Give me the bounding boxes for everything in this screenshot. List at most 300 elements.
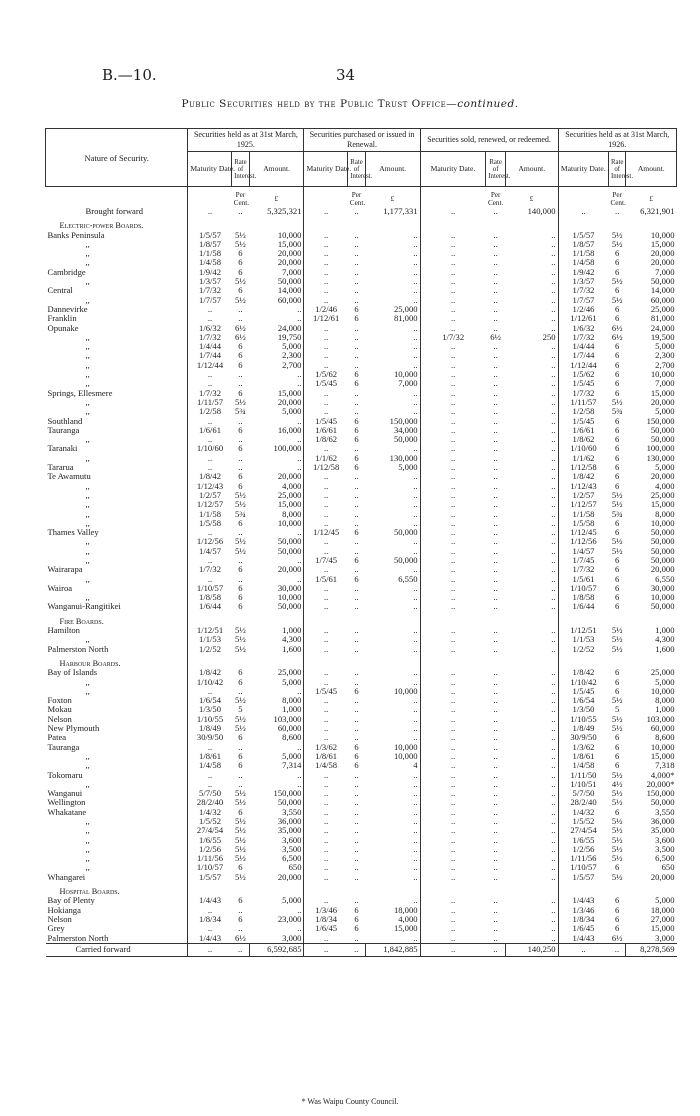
interest-rate: ..	[354, 853, 359, 864]
interest-rate: ..	[354, 843, 359, 854]
interest-rate: 5½	[611, 695, 623, 706]
security-name: Thames Valley	[47, 527, 99, 538]
interest-rate: ..	[493, 582, 498, 593]
interest-rate: ..	[493, 471, 498, 482]
amount: ..	[551, 359, 556, 370]
maturity-date: ..	[188, 454, 232, 463]
interest-rate: ..	[493, 704, 498, 715]
amount: ..	[551, 834, 556, 845]
interest-rate: 6	[238, 387, 243, 398]
interest-rate: ..	[493, 723, 498, 734]
amount: 1,000	[282, 625, 302, 636]
interest-rate: ..	[354, 778, 359, 789]
maturity-date: ..	[420, 924, 486, 933]
amount: 6,500	[282, 853, 302, 864]
interest-rate: 6	[615, 424, 620, 435]
amount: 3,000	[282, 932, 302, 943]
maturity-date: 1/5/45	[304, 687, 348, 696]
interest-rate: ..	[354, 517, 359, 528]
amount: ..	[413, 443, 418, 454]
maturity-date: 1/4/32	[188, 808, 232, 817]
interest-rate: ..	[493, 462, 498, 473]
amount: ..	[551, 904, 556, 915]
maturity-date: 1/10/57	[188, 863, 232, 872]
amount: 4,000	[655, 480, 675, 491]
maturity-date: 1/8/61	[558, 752, 608, 761]
interest-rate: ..	[493, 676, 498, 687]
amount: ..	[413, 359, 418, 370]
amount: 20,000	[650, 257, 675, 268]
maturity-date: ..	[304, 361, 348, 370]
maturity-date: 1/4/58	[558, 258, 608, 267]
amount: ..	[413, 592, 418, 603]
amount: 100,000	[646, 443, 675, 454]
maturity-date: 1/12/61	[304, 314, 348, 323]
interest-rate: 6	[615, 601, 620, 612]
interest-rate: 6	[238, 732, 243, 743]
maturity-date: ..	[420, 268, 486, 277]
amount: ..	[413, 643, 418, 654]
security-name: ,,	[85, 341, 90, 352]
maturity-date: ..	[420, 845, 486, 854]
amount: 15,000	[650, 923, 675, 934]
amount: ..	[551, 545, 556, 556]
maturity-date: ..	[304, 635, 348, 644]
amount: 24,000	[650, 322, 675, 333]
amount: 130,000	[389, 452, 418, 463]
maturity-date: ..	[420, 575, 486, 584]
maturity-date: ..	[304, 584, 348, 593]
interest-rate: ..	[354, 322, 359, 333]
interest-rate: 6	[354, 923, 359, 934]
amount: 4,300	[655, 634, 675, 645]
interest-rate: ..	[493, 545, 498, 556]
amount: ..	[413, 816, 418, 826]
interest-rate: 6	[238, 676, 243, 687]
interest-rate: 5½	[611, 797, 623, 808]
maturity-date: 1/12/58	[558, 463, 608, 472]
maturity-date: ..	[304, 593, 348, 602]
amount: 250	[542, 331, 556, 342]
interest-rate: 6	[238, 592, 243, 603]
maturity-date: 1/6/45	[558, 924, 608, 933]
amount: ..	[413, 862, 418, 873]
interest-rate: ..	[493, 643, 498, 654]
interest-rate: 6	[615, 415, 620, 426]
maturity-date: 1/7/32	[420, 333, 486, 342]
interest-rate: 5½	[611, 499, 623, 510]
interest-rate: 6	[615, 685, 620, 696]
interest-rate: ..	[493, 266, 498, 277]
interest-rate: ..	[493, 843, 498, 854]
amount: ..	[551, 406, 556, 417]
maturity-date: 1/8/61	[188, 752, 232, 761]
security-name: ,,	[85, 452, 90, 463]
maturity-date: ..	[420, 463, 486, 472]
table-row	[46, 934, 677, 944]
amount: ..	[551, 285, 556, 296]
amount: ..	[551, 462, 556, 473]
amount: ..	[551, 452, 556, 463]
interest-rate: 5½	[235, 695, 246, 706]
maturity-date: ..	[420, 491, 486, 500]
amount: 14,000	[277, 285, 302, 296]
maturity-date: ..	[420, 896, 486, 905]
maturity-date: ..	[304, 854, 348, 863]
interest-rate: 6	[615, 369, 620, 380]
amount: 7,000	[655, 266, 675, 277]
interest-rate: 6	[354, 760, 359, 771]
amount: ..	[551, 932, 556, 943]
maturity-date: 1/10/55	[188, 715, 232, 724]
interest-rate: 5½	[235, 643, 246, 654]
amount: ..	[551, 508, 556, 519]
security-name: Nelson	[47, 913, 72, 924]
interest-rate: 6	[615, 313, 620, 324]
security-name: ,,	[85, 508, 90, 519]
rate-header: Rate of Interest.	[348, 152, 366, 187]
amount: ..	[551, 341, 556, 352]
amount: ..	[551, 713, 556, 724]
maturity-date: ..	[304, 547, 348, 556]
amount: 14,000	[650, 285, 675, 296]
maturity-date: ..	[304, 444, 348, 453]
amount: 5,000	[398, 462, 418, 473]
interest-rate: ..	[493, 517, 498, 528]
interest-rate: ..	[493, 625, 498, 636]
security-name: ,,	[85, 554, 90, 565]
security-name: ,,	[85, 378, 90, 389]
security-name: Tauranga	[47, 424, 80, 435]
interest-rate: 6	[615, 923, 620, 934]
amount: ..	[297, 904, 302, 915]
interest-rate: 6	[354, 415, 359, 426]
maturity-date: ..	[304, 389, 348, 398]
interest-rate: 5½	[611, 853, 623, 864]
security-name: ,,	[85, 634, 90, 645]
amount: 10,000	[650, 369, 675, 380]
maturity-date: 1/8/57	[188, 240, 232, 249]
table-row	[46, 873, 677, 882]
interest-rate: ..	[354, 238, 359, 249]
security-name: ,,	[85, 248, 90, 259]
maturity-date: ..	[420, 500, 486, 509]
maturity-date: ..	[420, 258, 486, 267]
amount: 2,300	[282, 350, 302, 361]
maturity-date: ..	[420, 528, 486, 537]
maturity-date: 1/1/62	[304, 454, 348, 463]
interest-rate: ..	[493, 387, 498, 398]
maturity-date: ..	[420, 771, 486, 780]
maturity-date: 1/11/56	[188, 854, 232, 863]
interest-rate: ..	[354, 732, 359, 743]
interest-rate: 6	[238, 750, 243, 761]
interest-rate: 6	[354, 303, 359, 314]
amount: 150,000	[646, 788, 675, 799]
interest-rate: ..	[354, 489, 359, 500]
maturity-date: 1/5/45	[558, 379, 608, 388]
amount: 5,000	[282, 406, 302, 417]
maturity-date: 1/6/44	[558, 602, 608, 611]
interest-rate: ..	[493, 871, 498, 882]
maturity-date: ..	[420, 906, 486, 915]
amount: ..	[297, 369, 302, 380]
interest-rate: ..	[493, 489, 498, 500]
amount: ..	[413, 294, 418, 305]
security-name: ,,	[85, 778, 90, 789]
maturity-date: ..	[304, 780, 348, 789]
maturity-date: ..	[420, 817, 486, 826]
interest-rate: ..	[493, 797, 498, 808]
amount: 10,000	[650, 517, 675, 528]
maturity-date: 1/4/32	[558, 808, 608, 817]
interest-rate: 6	[615, 341, 620, 352]
interest-rate: ..	[354, 932, 359, 943]
amount: 50,000	[277, 601, 302, 612]
amount: 20,000	[277, 396, 302, 407]
amount-header: Amount.	[626, 152, 677, 187]
amount: 6,550	[398, 573, 418, 584]
maturity-date: ..	[420, 733, 486, 742]
amount: 19,500	[650, 331, 675, 342]
maturity-date: ..	[420, 808, 486, 817]
amount: ..	[297, 923, 302, 934]
maturity-date: ..	[304, 565, 348, 574]
maturity-date: 1/2/56	[558, 845, 608, 854]
amount: 5,000	[282, 676, 302, 687]
maturity-date: ..	[420, 314, 486, 323]
interest-rate: 6	[238, 248, 243, 259]
amount: 1,000	[655, 625, 675, 636]
amount: ..	[551, 685, 556, 696]
carried-forward-amount-1925: 6,592,685	[249, 943, 304, 956]
interest-rate: ..	[493, 294, 498, 305]
interest-rate: 6	[238, 350, 243, 361]
amount: ..	[413, 797, 418, 808]
amount: 27,000	[650, 913, 675, 924]
interest-rate: 6	[615, 527, 620, 538]
maturity-date: ..	[188, 780, 232, 789]
maturity-date: ..	[304, 626, 348, 635]
interest-rate: 5½	[611, 816, 623, 826]
interest-rate: ..	[493, 257, 498, 268]
interest-rate: ..	[354, 704, 359, 715]
per-cent-label: Per Cent.	[610, 191, 626, 207]
interest-rate: 6	[615, 862, 620, 873]
amount: 5,000	[282, 750, 302, 761]
maturity-date: 1/3/46	[304, 906, 348, 915]
maturity-date: 1/12/56	[188, 537, 232, 546]
amount: 130,000	[646, 452, 675, 463]
amount: ..	[413, 825, 418, 836]
interest-rate: 6	[615, 443, 620, 454]
interest-rate: 5½	[611, 536, 623, 547]
maturity-date: 1/4/58	[188, 761, 232, 770]
amount: 8,600	[282, 732, 302, 743]
section-heading: Hospital Boards.	[59, 887, 120, 897]
maturity-date: ..	[188, 687, 232, 696]
maturity-date: ..	[420, 305, 486, 314]
group-header-held-1925: Securities held as at 31st March, 1925.	[188, 129, 304, 152]
amount: ..	[297, 462, 302, 473]
amount: ..	[551, 322, 556, 333]
interest-rate: 5½	[611, 229, 623, 240]
maturity-date: ..	[420, 249, 486, 258]
maturity-date: 1/1/58	[558, 249, 608, 258]
security-name: ,,	[85, 517, 90, 528]
amount: ..	[413, 545, 418, 556]
security-name: Cambridge	[47, 266, 86, 277]
interest-rate: ..	[354, 723, 359, 734]
amount: ..	[413, 489, 418, 500]
maturity-date: 1/4/43	[188, 896, 232, 905]
amount: ..	[551, 676, 556, 687]
interest-rate: ..	[493, 452, 498, 463]
maturity-date: 1/6/55	[558, 836, 608, 845]
amount: ..	[551, 825, 556, 836]
securities-table	[45, 128, 677, 957]
amount: 20,000	[650, 564, 675, 575]
amount: ..	[413, 517, 418, 528]
amount: 20,000	[650, 871, 675, 882]
interest-rate: 6	[354, 913, 359, 924]
interest-rate: ..	[238, 415, 243, 426]
amount: ..	[551, 415, 556, 426]
security-name: ,,	[85, 862, 90, 873]
maturity-date: ..	[420, 705, 486, 714]
maturity-date: ..	[420, 389, 486, 398]
interest-rate: 5½	[611, 769, 623, 780]
amount: ..	[413, 238, 418, 249]
amount: ..	[551, 276, 556, 287]
amount: 25,000	[650, 303, 675, 314]
interest-rate: 6	[238, 285, 243, 296]
interest-rate: 6	[354, 434, 359, 445]
maturity-date: ..	[420, 584, 486, 593]
amount: ..	[551, 536, 556, 547]
maturity-date: 1/8/42	[188, 668, 232, 677]
amount: 20,000	[650, 396, 675, 407]
amount: 50,000	[650, 536, 675, 547]
maturity-date: ..	[420, 240, 486, 249]
maturity-date: 1/3/50	[558, 705, 608, 714]
interest-rate: ..	[493, 285, 498, 296]
maturity-date: ..	[420, 472, 486, 481]
maturity-date: ..	[304, 333, 348, 342]
per-cent-label: Per Cent.	[233, 191, 250, 207]
interest-rate: ..	[493, 527, 498, 538]
maturity-date: ..	[304, 817, 348, 826]
maturity-date: 1/4/58	[188, 258, 232, 267]
maturity-date: ..	[420, 379, 486, 388]
carried-forward-amount-1926: 8,278,569	[626, 943, 677, 956]
amount: 81,000	[393, 313, 418, 324]
maturity-date: 1/12/61	[558, 314, 608, 323]
interest-rate: ..	[354, 862, 359, 873]
maturity-date: 1/5/61	[558, 575, 608, 584]
maturity-date: 1/11/50	[558, 771, 608, 780]
maturity-date: ..	[420, 836, 486, 845]
maturity-date: 1/4/43	[188, 934, 232, 944]
maturity-date: 1/7/32	[188, 286, 232, 295]
maturity-date: 1/11/57	[188, 398, 232, 407]
amount: 2,700	[655, 359, 675, 370]
amount: 60,000	[277, 294, 302, 305]
interest-rate: 6	[238, 913, 243, 924]
amount: 4,000	[282, 480, 302, 491]
interest-rate: 6	[354, 378, 359, 389]
maturity-date: ..	[420, 444, 486, 453]
amount: ..	[551, 582, 556, 593]
maturity-date: 1/4/58	[304, 761, 348, 770]
interest-rate: ..	[354, 359, 359, 370]
page-title	[0, 98, 700, 110]
table-body	[46, 187, 677, 944]
interest-rate: 5½	[235, 489, 246, 500]
maturity-date: 27/4/54	[558, 826, 608, 835]
interest-rate: 5½	[611, 276, 623, 287]
amount: ..	[413, 625, 418, 636]
amount: ..	[551, 517, 556, 528]
section-heading-row	[46, 882, 677, 896]
amount: 15,000	[277, 238, 302, 249]
amount: 10,000	[650, 229, 675, 240]
amount: ..	[413, 704, 418, 715]
maturity-date: 1/6/61	[188, 426, 232, 435]
maturity-date: 1/12/45	[558, 528, 608, 537]
interest-rate: 6	[354, 527, 359, 538]
maturity-date: ..	[420, 537, 486, 546]
interest-rate: ..	[493, 248, 498, 259]
amount: 10,000	[650, 592, 675, 603]
section-heading-row	[46, 612, 677, 626]
amount: 34,000	[393, 424, 418, 435]
maturity-date: 1/10/55	[558, 715, 608, 724]
amount: ..	[413, 778, 418, 789]
maturity-date: 1/7/44	[558, 351, 608, 360]
interest-rate: 6	[238, 582, 243, 593]
interest-rate: 6	[354, 313, 359, 324]
amount: ..	[551, 816, 556, 826]
interest-rate: 5½	[235, 713, 246, 724]
interest-rate: ..	[238, 573, 243, 584]
amount: 60,000	[650, 723, 675, 734]
maturity-date: 1/12/45	[304, 528, 348, 537]
interest-rate: 6	[615, 266, 620, 277]
security-name: Dannevirke	[47, 303, 88, 314]
interest-rate: ..	[354, 788, 359, 799]
section-heading: Electric-power Boards.	[59, 221, 144, 231]
amount: ..	[413, 248, 418, 259]
amount: ..	[551, 704, 556, 715]
interest-rate: ..	[493, 834, 498, 845]
maturity-date: ..	[304, 407, 348, 416]
table-row	[46, 602, 677, 611]
security-name: ,,	[85, 276, 90, 287]
interest-rate: ..	[354, 825, 359, 836]
maturity-date: 28/2/40	[188, 798, 232, 807]
interest-rate: 5½	[235, 499, 246, 510]
interest-rate: 5½	[611, 843, 623, 854]
interest-rate: 5¾	[611, 508, 623, 519]
maturity-date: 1/2/58	[558, 407, 608, 416]
maturity-date: 1/10/57	[558, 863, 608, 872]
interest-rate: ..	[354, 592, 359, 603]
maturity-date: ..	[420, 934, 486, 944]
section-heading: Harbour Boards.	[59, 658, 121, 668]
footnote: * Was Waipu County Council.	[301, 1097, 399, 1106]
maturity-date: ..	[304, 510, 348, 519]
